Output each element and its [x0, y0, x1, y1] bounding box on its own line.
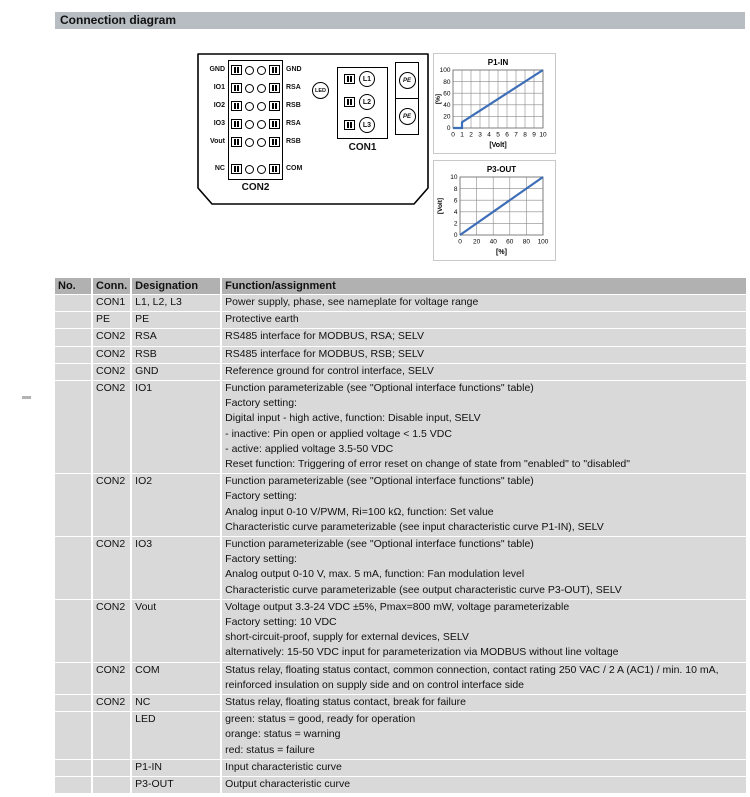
- function-line: - inactive: Pin open or applied voltage < 1.5 VDC: [225, 427, 452, 440]
- cell-designation: PE: [132, 312, 220, 328]
- function-line: Status relay, floating status contact, break for failure: [225, 696, 467, 709]
- x-axis-label: [%]: [496, 249, 507, 256]
- y-tick-label: 40: [443, 102, 451, 109]
- cell-conn: CON2: [93, 474, 130, 536]
- cell-conn: CON2: [93, 663, 130, 694]
- margin-dash: [22, 396, 31, 399]
- cell-no: [55, 381, 91, 473]
- table-row: [55, 364, 746, 380]
- cell-designation: IO3: [132, 537, 220, 599]
- connection-table: [53, 277, 748, 794]
- cell-function: [222, 474, 746, 536]
- pin-contact-icon: [269, 164, 280, 174]
- function-line: green: status = good, ready for operation: [225, 713, 416, 726]
- chart-p3-out: [433, 160, 556, 261]
- pin-contact-icon: [269, 101, 280, 111]
- pin-contact-icon: [269, 83, 280, 93]
- x-tick-label: 0: [458, 238, 462, 246]
- pin-contact-icon: [231, 83, 242, 93]
- led-icon: [312, 82, 329, 99]
- con1-connector-block: [337, 67, 388, 139]
- table-row: [55, 347, 746, 363]
- x-tick-label: 10: [539, 131, 547, 139]
- function-line: Power supply, phase, see nameplate for voltage range: [225, 296, 479, 308]
- function-line: Function parameterizable (see "Optional interface functions" table): [225, 475, 534, 488]
- pin-hole-icon: [257, 120, 266, 129]
- table-row: [55, 474, 746, 536]
- y-tick-label: 100: [439, 67, 451, 75]
- cell-conn: CON2: [93, 381, 130, 473]
- x-tick-label: 4: [487, 131, 491, 139]
- cell-designation: NC: [132, 695, 220, 711]
- pin-hole-icon: [257, 66, 266, 75]
- con2-pin-row: [229, 118, 282, 130]
- function-line: short-circuit-proof, supply for external devices, SELV: [225, 631, 469, 644]
- cell-function: [222, 381, 746, 473]
- pin-hole-icon: [245, 84, 254, 93]
- function-line: Factory setting: 10 VDC: [225, 616, 337, 629]
- cell-conn: CON2: [93, 364, 130, 380]
- x-tick-label: 80: [522, 238, 531, 246]
- cell-no: [55, 695, 91, 711]
- pin-contact-icon: [231, 119, 242, 129]
- function-line: Function parameterizable (see "Optional interface functions" table): [225, 382, 534, 395]
- cell-function: [222, 695, 746, 711]
- y-tick-label: 6: [453, 197, 458, 205]
- function-line: - active: applied voltage 3.5-50 VDC: [225, 442, 394, 455]
- x-tick-label: 9: [532, 131, 536, 139]
- con1-pin-row: [344, 117, 375, 133]
- function-line: Analog output 0-10 V, max. 5 mA, function: Fan modulation level: [225, 568, 525, 581]
- table-row: [55, 537, 746, 599]
- cell-no: [55, 364, 91, 380]
- function-line: Factory setting:: [225, 553, 297, 566]
- column-header: No.: [55, 278, 91, 294]
- function-line: Factory setting:: [225, 397, 297, 410]
- pin-hole-icon: [245, 138, 254, 147]
- function-line: Reset function: Triggering of error reset on change of state from "enabled" to "disabled": [225, 458, 630, 471]
- pin-contact-icon: [269, 137, 280, 147]
- con1-caption: CON1: [348, 142, 377, 153]
- pin-contact-icon: [231, 137, 242, 147]
- y-tick-label: 80: [443, 78, 451, 86]
- cell-designation: RSA: [132, 329, 220, 345]
- table-row: [55, 663, 746, 694]
- y-tick-label: 2: [453, 220, 458, 228]
- table-row: [55, 695, 746, 711]
- con2-connector-block: [228, 60, 283, 180]
- function-line: red: status = failure: [225, 743, 315, 756]
- table-row: [55, 600, 746, 662]
- function-line: RS485 interface for MODBUS, RSB; SELV: [225, 347, 424, 360]
- pe-terminal-box: [395, 62, 419, 99]
- pe-terminal-box: [395, 98, 419, 135]
- con2-pin-row: [229, 136, 282, 148]
- function-line: orange: status = warning: [225, 728, 341, 741]
- con2-pin-row: [229, 100, 282, 112]
- cell-conn: CON2: [93, 695, 130, 711]
- cell-designation: L1, L2, L3: [132, 295, 220, 311]
- cell-function: [222, 712, 746, 759]
- pin-contact-icon: [231, 65, 242, 75]
- con2-left-pin-label: Vout: [209, 138, 225, 145]
- cell-conn: [93, 712, 130, 759]
- series-line: [460, 177, 543, 235]
- function-line: RS485 interface for MODBUS, RSA; SELV: [225, 330, 424, 343]
- con2-right-pin-label: RSA: [286, 120, 301, 127]
- cell-designation: COM: [132, 663, 220, 694]
- cell-no: [55, 537, 91, 599]
- cell-no: [55, 760, 91, 776]
- y-tick-label: 0: [446, 125, 451, 133]
- pin-hole-icon: [257, 165, 266, 174]
- chart-title: P1-IN: [487, 58, 509, 67]
- x-tick-label: 60: [506, 238, 514, 246]
- x-tick-label: 3: [478, 131, 482, 139]
- y-tick-label: 4: [453, 209, 458, 216]
- cell-no: [55, 777, 91, 793]
- cell-function: [222, 777, 746, 793]
- cell-function: [222, 329, 746, 345]
- table-header-row: [55, 278, 746, 294]
- table-row: [55, 712, 746, 759]
- table-row: [55, 760, 746, 776]
- pin-contact-icon: [231, 101, 242, 111]
- cell-designation: IO2: [132, 474, 220, 536]
- cell-no: [55, 295, 91, 311]
- function-line: Function parameterizable (see "Optional interface functions" table): [225, 538, 534, 551]
- function-line: Input characteristic curve: [225, 760, 342, 773]
- phase-terminal-icon: L1: [359, 71, 375, 87]
- function-line: Voltage output 3.3-24 VDC ±5%, Pmax=800 mW, voltage parameterizable: [225, 600, 570, 613]
- function-line: alternatively: 15-50 VDC input for parameterization via MODBUS without line voltage: [225, 646, 619, 659]
- cell-no: [55, 600, 91, 662]
- cell-function: [222, 537, 746, 599]
- column-header: Conn.: [93, 278, 130, 294]
- cell-function: [222, 364, 746, 380]
- x-tick-label: 8: [523, 131, 527, 139]
- x-tick-label: 7: [514, 131, 518, 139]
- pin-contact-icon: [344, 97, 355, 107]
- cell-function: [222, 295, 746, 311]
- x-tick-label: 1: [460, 131, 464, 139]
- phase-terminal-icon: L2: [359, 94, 375, 110]
- con2-left-pin-label: IO2: [213, 102, 225, 109]
- chart-title: P3-OUT: [486, 165, 517, 174]
- cell-conn: CON2: [93, 329, 130, 345]
- x-tick-label: 20: [472, 238, 481, 246]
- pin-contact-icon: [344, 74, 355, 84]
- chart-p1-in: [433, 53, 556, 154]
- function-line: Factory setting:: [225, 490, 297, 503]
- x-tick-label: 2: [469, 131, 473, 139]
- cell-conn: [93, 777, 130, 793]
- con2-left-pin-label: GND: [209, 66, 225, 73]
- con2-pin-row: [229, 64, 282, 76]
- table-row: [55, 295, 746, 311]
- pin-hole-icon: [257, 84, 266, 93]
- con2-right-pin-label: RSB: [286, 138, 301, 145]
- cell-no: [55, 712, 91, 759]
- cell-conn: CON2: [93, 600, 130, 662]
- pin-hole-icon: [245, 165, 254, 174]
- pin-hole-icon: [245, 120, 254, 129]
- y-tick-label: 10: [450, 174, 458, 182]
- cell-function: [222, 663, 746, 694]
- pin-hole-icon: [245, 102, 254, 111]
- cell-conn: CON2: [93, 347, 130, 363]
- con2-pin-row: [229, 82, 282, 94]
- table-row: [55, 777, 746, 793]
- con2-right-pin-label: RSB: [286, 102, 301, 109]
- cell-no: [55, 474, 91, 536]
- pin-hole-icon: [257, 102, 266, 111]
- con2-right-pin-label: COM: [286, 165, 303, 172]
- pin-contact-icon: [344, 120, 355, 130]
- cell-no: [55, 329, 91, 345]
- cell-function: [222, 760, 746, 776]
- x-axis-label: [Volt]: [489, 142, 507, 149]
- column-header: Designation: [132, 278, 220, 294]
- cell-designation: P3-OUT: [132, 777, 220, 793]
- cell-designation: RSB: [132, 347, 220, 363]
- x-tick-label: 5: [496, 131, 500, 139]
- table-row: [55, 329, 746, 345]
- cell-designation: Vout: [132, 600, 220, 662]
- cell-function: [222, 347, 746, 363]
- cell-no: [55, 312, 91, 328]
- x-tick-label: 0: [451, 131, 455, 139]
- con1-pin-row: [344, 71, 375, 87]
- cell-designation: LED: [132, 712, 220, 759]
- function-line: Output characteristic curve: [225, 778, 351, 791]
- cell-function: [222, 312, 746, 328]
- function-line: Protective earth: [225, 313, 299, 326]
- function-line: Digital input - high active, function: Disable input, SELV: [225, 412, 481, 425]
- pin-contact-icon: [269, 65, 280, 75]
- function-line: Characteristic curve parameterizable (see input characteristic curve P1-IN), SELV: [225, 520, 604, 533]
- con2-right-pin-label: RSA: [286, 84, 301, 91]
- pin-contact-icon: [231, 164, 242, 174]
- table-row: [55, 381, 746, 473]
- cell-function: [222, 600, 746, 662]
- pin-contact-icon: [269, 119, 280, 129]
- x-tick-label: 6: [505, 131, 509, 139]
- con1-pin-row: [344, 94, 375, 110]
- pe-terminal-icon: PE: [399, 108, 416, 125]
- phase-terminal-icon: L3: [359, 117, 375, 133]
- function-line: Status relay, floating status contact, common connection, contact rating 250 VAC / 2 A (AC1) / min. 10 mA, reinforced insulation on supply side and on control interface side: [225, 663, 719, 691]
- con2-left-pin-label: IO3: [213, 120, 225, 127]
- con2-caption: CON2: [241, 182, 270, 193]
- cell-no: [55, 663, 91, 694]
- function-line: Analog input 0-10 V/PWM, Ri=100 kΩ, function: Set value: [225, 505, 494, 518]
- cell-conn: PE: [93, 312, 130, 328]
- p1-in-curve-chart: [434, 54, 555, 153]
- pin-hole-icon: [257, 138, 266, 147]
- x-tick-label: 100: [537, 238, 549, 246]
- y-tick-label: 60: [443, 90, 451, 98]
- y-tick-label: 0: [453, 232, 458, 240]
- y-axis-label: [Volt]: [437, 197, 444, 215]
- con2-right-pin-label: GND: [286, 66, 302, 73]
- p3-out-curve-chart: [434, 161, 555, 260]
- cell-designation: P1-IN: [132, 760, 220, 776]
- pin-hole-icon: [245, 66, 254, 75]
- pe-terminal-icon: PE: [399, 72, 416, 89]
- cell-conn: CON1: [93, 295, 130, 311]
- table-row: [55, 312, 746, 328]
- con2-pin-row: [229, 163, 282, 175]
- y-tick-label: 8: [453, 185, 458, 193]
- cell-conn: [93, 760, 130, 776]
- cell-designation: GND: [132, 364, 220, 380]
- function-line: Reference ground for control interface, SELV: [225, 364, 434, 377]
- cell-conn: CON2: [93, 537, 130, 599]
- y-axis-label: [%]: [435, 93, 442, 105]
- cell-no: [55, 347, 91, 363]
- connection-diagram: [197, 52, 429, 206]
- con2-left-pin-label: NC: [214, 165, 225, 172]
- con2-left-pin-label: IO1: [213, 84, 225, 91]
- section-title: Connection diagram: [55, 12, 745, 29]
- cell-designation: IO1: [132, 381, 220, 473]
- function-line: Characteristic curve parameterizable (see output characteristic curve P3-OUT), SELV: [225, 583, 622, 596]
- led-label: LED: [315, 87, 326, 94]
- x-tick-label: 40: [489, 238, 497, 246]
- column-header: Function/assignment: [222, 278, 746, 294]
- y-tick-label: 20: [443, 113, 451, 121]
